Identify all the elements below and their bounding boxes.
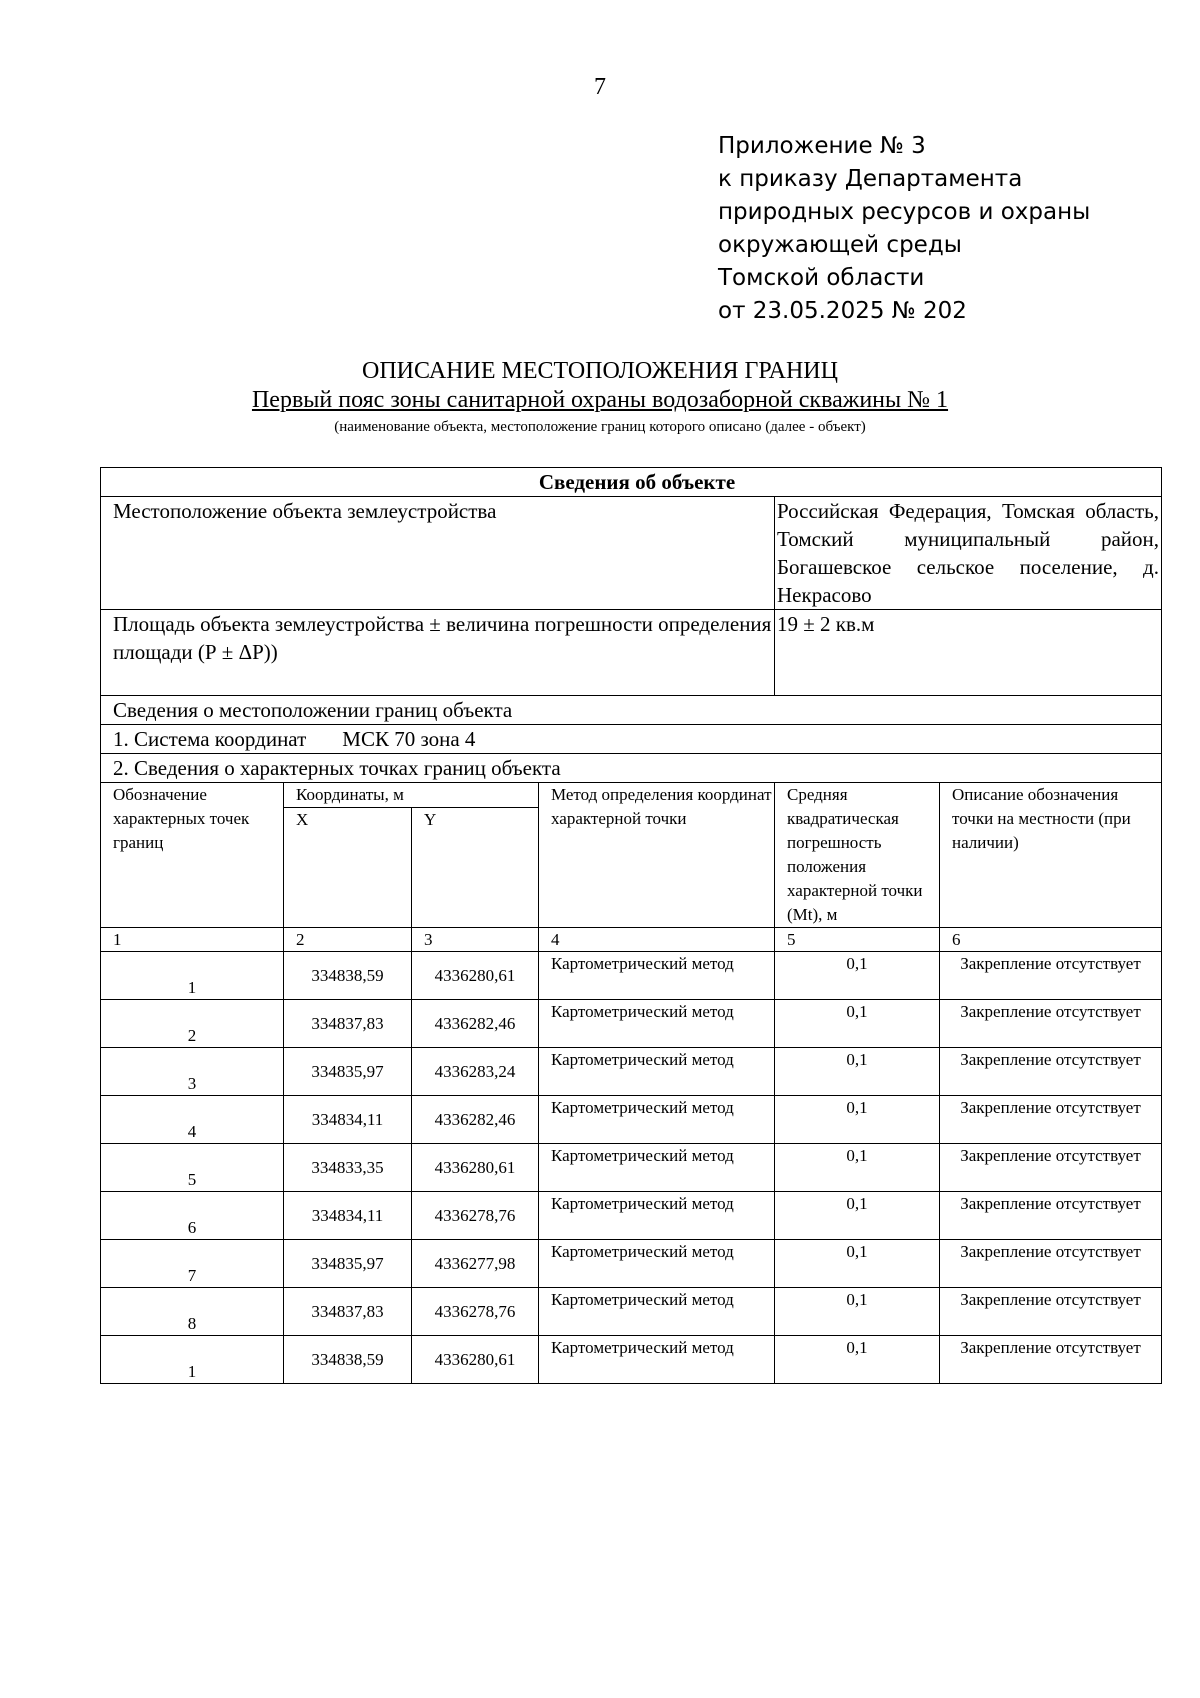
description-header: Описание обозначения точки на местности (при наличии) [940,783,1162,928]
column-number-row [101,928,1162,952]
description-cell: Закрепление отсутствует [940,1096,1162,1144]
boundaries-row [101,696,1162,725]
table-row [101,1048,1162,1096]
description-cell: Закрепление отсутствует [940,1192,1162,1240]
coordinates-header: Координаты, м [284,783,539,808]
method-cell: Картометрический метод [539,1144,775,1192]
y-cell: 4336282,46 [412,1000,539,1048]
object-name-caption: (наименование объекта, местоположение границ которого описано (далее - объект) [334,419,866,435]
method-cell: Картометрический метод [539,952,775,1000]
description-cell: Закрепление отсутствует [940,1288,1162,1336]
point-cell: 1 [101,952,284,1000]
error-cell: 0,1 [775,1336,940,1384]
description-cell: Закрепление отсутствует [940,1048,1162,1096]
error-header: Средняя квадратическая погрешность положения характерной точки (Mt), м [775,783,940,928]
points-header: 2. Сведения о характерных точках границ объекта [101,754,1162,783]
section-object-header: Сведения об объекте [101,468,1162,497]
table-row [101,1288,1162,1336]
x-cell: 334837,83 [284,1000,412,1048]
coord-system-value: МСК 70 зона 4 [342,727,476,751]
column-header-row [101,783,1162,808]
appendix-line: к приказу Департамента [718,166,1023,192]
table-row [101,1192,1162,1240]
method-cell: Картометрический метод [539,1192,775,1240]
table-row [101,1096,1162,1144]
y-cell: 4336282,46 [412,1096,539,1144]
x-cell: 334837,83 [284,1288,412,1336]
location-label: Местоположение объекта землеустройства [101,497,775,610]
point-cell: 1 [101,1336,284,1384]
table-row [101,952,1162,1000]
error-cell: 0,1 [775,1192,940,1240]
x-cell: 334838,59 [284,952,412,1000]
method-cell: Картометрический метод [539,1048,775,1096]
column-number: 3 [412,928,539,952]
y-cell: 4336277,98 [412,1240,539,1288]
object-info-table [100,467,1162,1384]
area-row [101,610,1162,696]
section-boundaries: Сведения о местоположении границ объекта [101,696,1162,725]
area-value: 19 ± 2 кв.м [775,610,1162,696]
column-number: 5 [775,928,940,952]
page-number: 7 [594,74,606,100]
y-cell: 4336280,61 [412,1336,539,1384]
section-row [101,468,1162,497]
coord-system-label: 1. Система координат [113,727,307,751]
table-row [101,1144,1162,1192]
x-header: X [284,808,412,928]
method-cell: Картометрический метод [539,1336,775,1384]
object-name: Первый пояс зоны санитарной охраны водозаборной скважины № 1 [251,387,949,413]
point-cell: 8 [101,1288,284,1336]
points-body [101,952,1162,1384]
x-cell: 334834,11 [284,1192,412,1240]
error-cell: 0,1 [775,952,940,1000]
error-cell: 0,1 [775,1000,940,1048]
points-row [101,754,1162,783]
appendix-line: от 23.05.2025 № 202 [718,298,967,324]
coord-system-row [101,725,1162,754]
method-cell: Картометрический метод [539,1096,775,1144]
point-cell: 5 [101,1144,284,1192]
location-row [101,497,1162,610]
error-cell: 0,1 [775,1240,940,1288]
method-header: Метод определения координат характерной точки [539,783,775,928]
y-cell: 4336280,61 [412,952,539,1000]
error-cell: 0,1 [775,1048,940,1096]
error-cell: 0,1 [775,1144,940,1192]
y-cell: 4336278,76 [412,1192,539,1240]
designation-header: Обозначение характерных точек границ [101,783,284,928]
x-cell: 334838,59 [284,1336,412,1384]
point-cell: 3 [101,1048,284,1096]
x-cell: 334833,35 [284,1144,412,1192]
appendix-line: Приложение № 3 [718,133,926,159]
point-cell: 2 [101,1000,284,1048]
x-cell: 334834,11 [284,1096,412,1144]
area-label: Площадь объекта землеустройства ± величина погрешности определения площади (Р ± ΔР)) [101,610,775,696]
document-title: ОПИСАНИЕ МЕСТОПОЛОЖЕНИЯ ГРАНИЦ [362,358,838,384]
table-row [101,1000,1162,1048]
appendix-line: Томской области [718,265,925,291]
location-value: Российская Федерация, Томская область, Томский муниципальный район, Богашевское сельское поселение, д. Некрасово [775,497,1162,610]
appendix-line: окружающей среды [718,232,962,258]
x-cell: 334835,97 [284,1048,412,1096]
document-subtitle [0,387,1200,414]
point-cell: 7 [101,1240,284,1288]
y-cell: 4336283,24 [412,1048,539,1096]
description-cell: Закрепление отсутствует [940,1000,1162,1048]
column-number: 4 [539,928,775,952]
method-cell: Картометрический метод [539,1000,775,1048]
description-cell: Закрепление отсутствует [940,1144,1162,1192]
point-cell: 4 [101,1096,284,1144]
description-cell: Закрепление отсутствует [940,1336,1162,1384]
appendix-line: природных ресурсов и охраны [718,199,1091,225]
y-cell: 4336280,61 [412,1144,539,1192]
method-cell: Картометрический метод [539,1288,775,1336]
y-header: Y [412,808,539,928]
table-row [101,1240,1162,1288]
x-cell: 334835,97 [284,1240,412,1288]
appendix-block [718,130,1090,328]
description-cell: Закрепление отсутствует [940,952,1162,1000]
column-number: 1 [101,928,284,952]
y-cell: 4336278,76 [412,1288,539,1336]
column-number: 6 [940,928,1162,952]
column-number: 2 [284,928,412,952]
table-row [101,1336,1162,1384]
error-cell: 0,1 [775,1288,940,1336]
description-cell: Закрепление отсутствует [940,1240,1162,1288]
coord-system [101,725,1162,754]
method-cell: Картометрический метод [539,1240,775,1288]
error-cell: 0,1 [775,1096,940,1144]
point-cell: 6 [101,1192,284,1240]
